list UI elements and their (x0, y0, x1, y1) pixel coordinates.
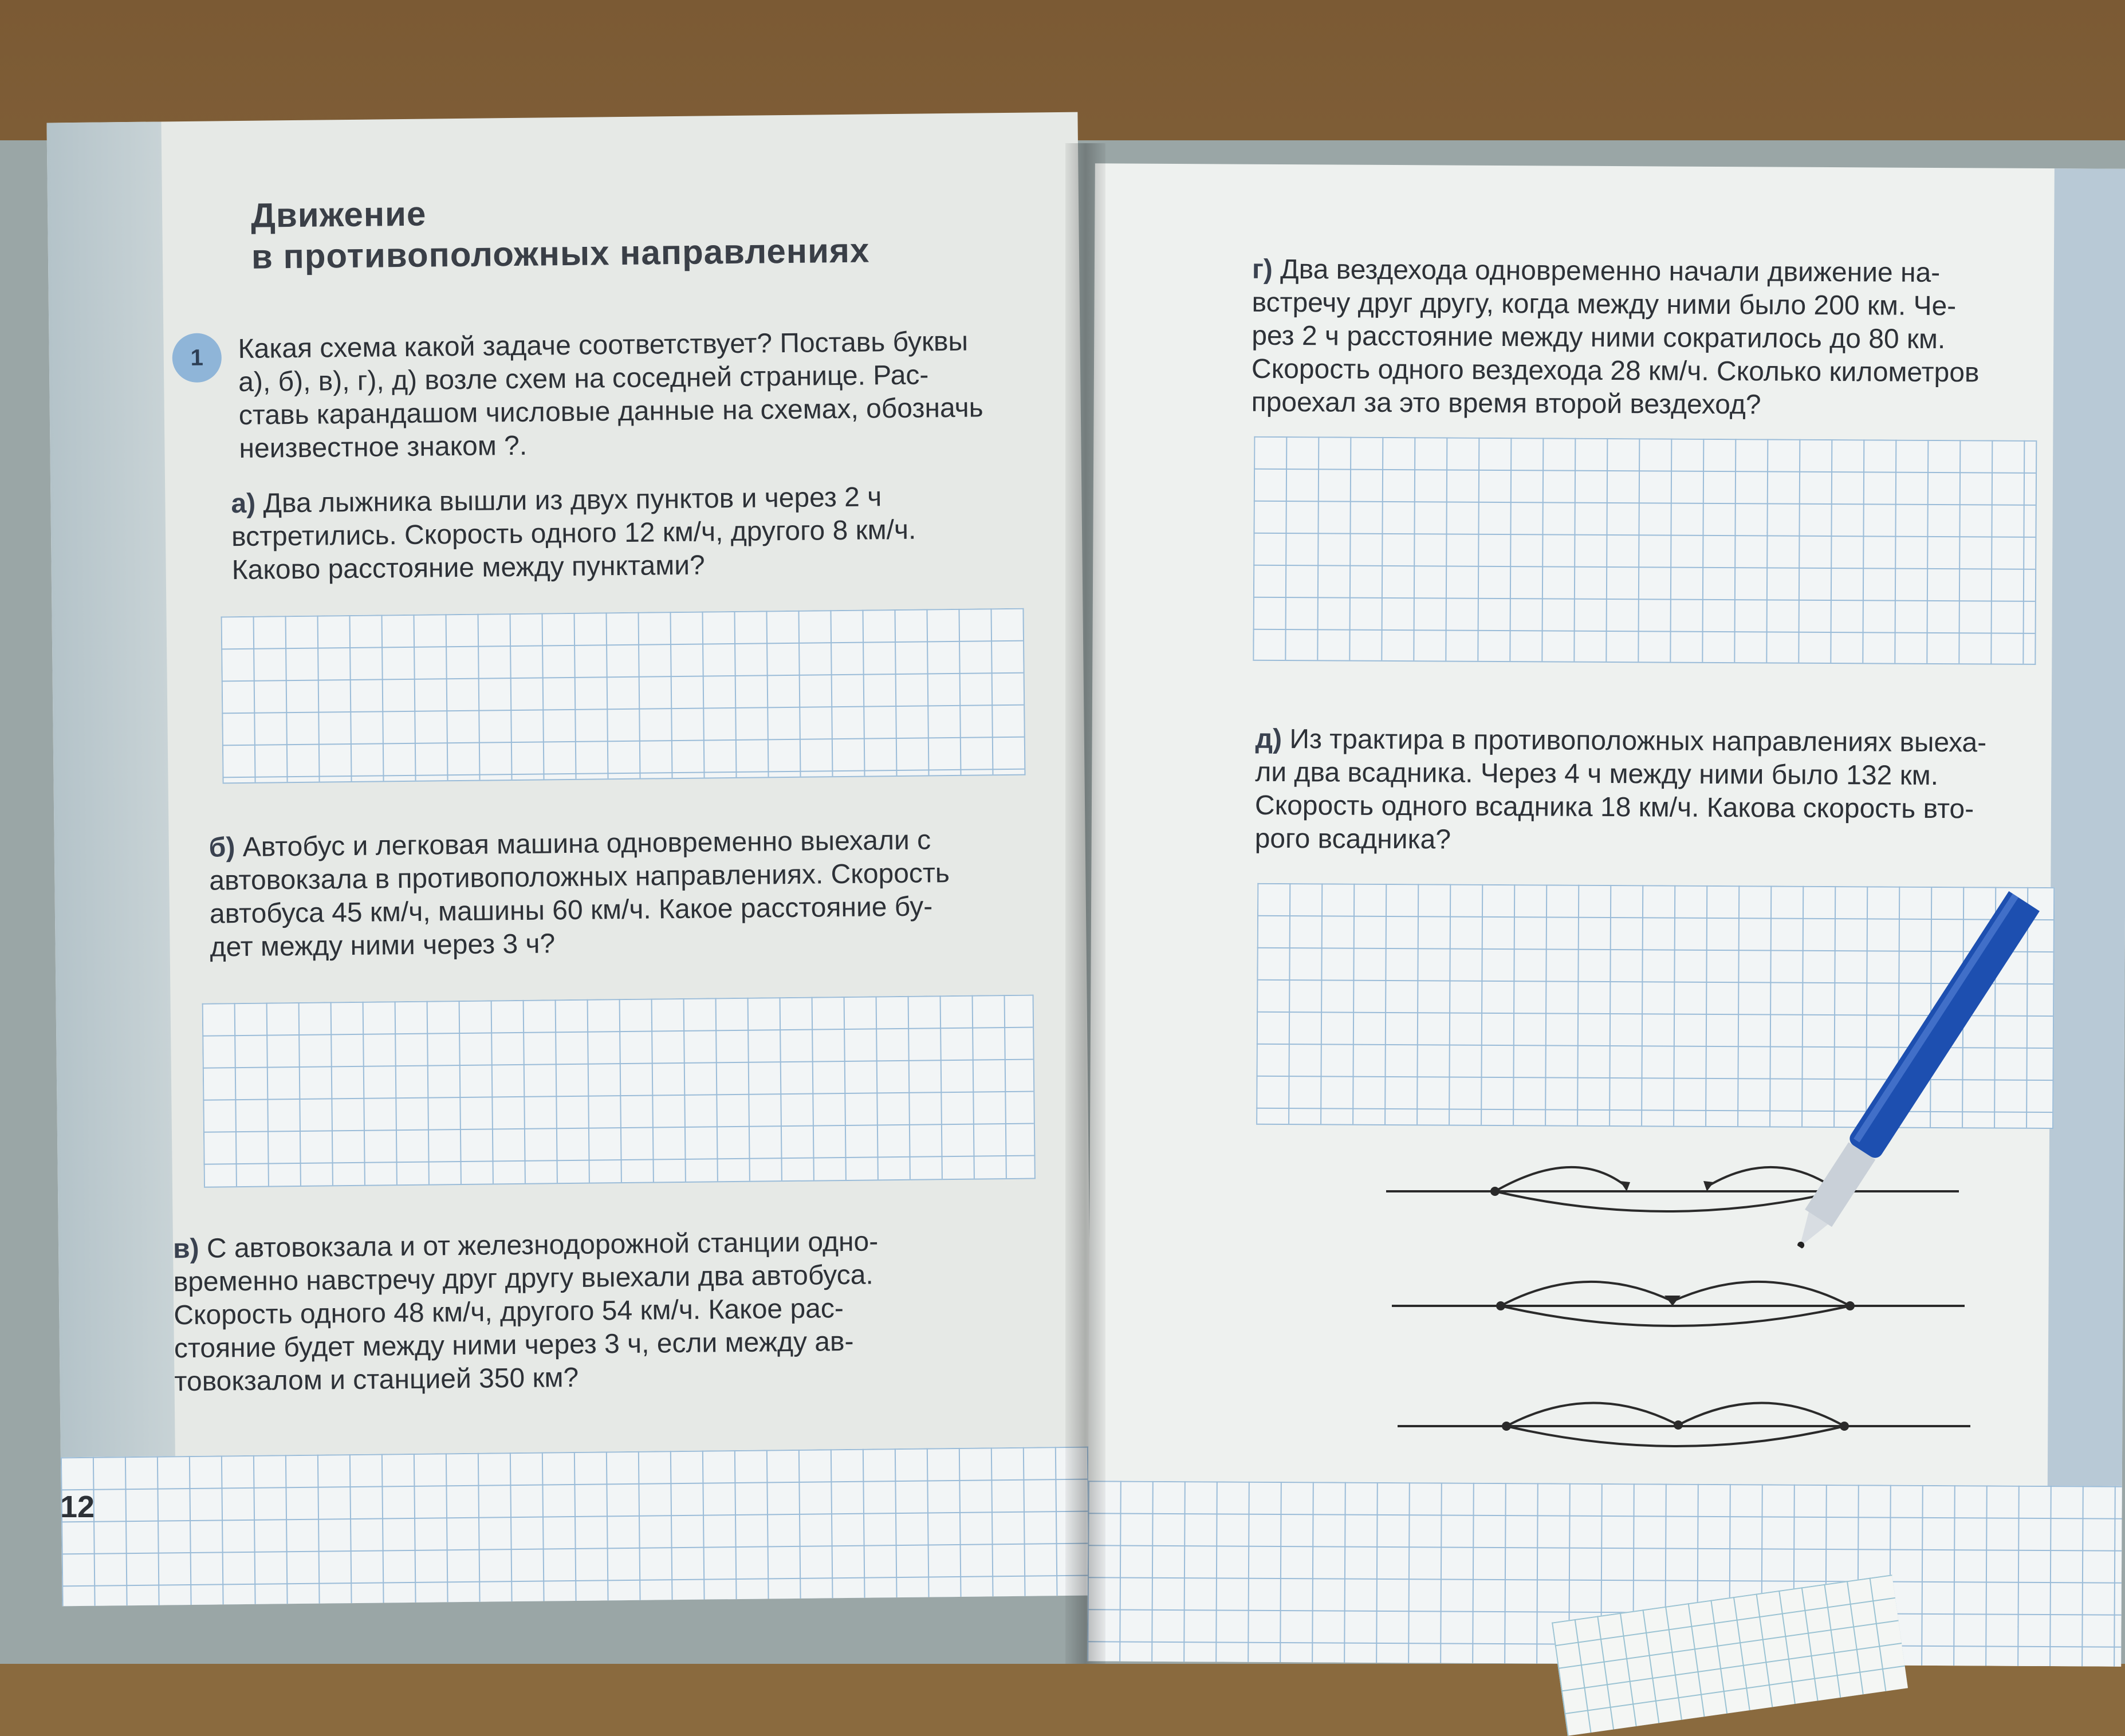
problem-line: ли два всадника. Через 4 ч между ними было 132 км. (1255, 757, 1939, 792)
problem-v (173, 1223, 1045, 1399)
answer-grid-g[interactable] (1253, 436, 2037, 665)
problem-line: Автобус и легковая машина одновременно выехали с (242, 825, 931, 863)
task-intro (238, 324, 1035, 466)
page-title (251, 188, 870, 277)
scheme-arc (1506, 1403, 1678, 1426)
book-spine (1065, 143, 1105, 1664)
problem-line: встречу друг другу, когда между ними было 200 км. Че- (1252, 287, 1957, 322)
problem-line: Из трактира в противоположных направлениях выеха- (1289, 724, 1987, 758)
problem-g (1252, 253, 2014, 423)
page-margin-strip (2047, 168, 2125, 1667)
problem-a (231, 479, 1034, 588)
intro-line: неизвестное знаком ?. (239, 430, 528, 464)
problem-label: в) (172, 1233, 199, 1265)
problem-line: Скорость одного вездехода 28 км/ч. Сколько километров (1251, 353, 1980, 388)
problem-label: а) (231, 488, 256, 519)
intro-line: а), б), в), г), д) возле схем на соседней странице. Рас- (238, 360, 929, 398)
problem-line: Каково расстояние между пунктами? (231, 550, 705, 586)
problem-label: д) (1255, 723, 1282, 755)
scheme-arc (1678, 1403, 1844, 1426)
problem-line: Скорость одного 48 км/ч, другого 54 км/ч. Какое рас- (174, 1293, 844, 1331)
intro-line: Какая схема какой задаче соответствует? Поставь буквы (238, 326, 969, 365)
problem-line: стояние будет между ними через 3 ч, если между ав- (174, 1326, 854, 1364)
problem-line: С автовокзала и от железнодорожной станции одно- (206, 1226, 879, 1264)
page-number: 12 (60, 1490, 95, 1524)
problem-line: временно навстречу друг другу выехали два автобуса. (173, 1259, 874, 1298)
problem-label: г) (1252, 254, 1273, 285)
problem-line: проехал за это время второй вездеход? (1251, 387, 1761, 420)
answer-grid-a[interactable] (221, 608, 1026, 784)
title-line-1: Движение (250, 194, 427, 235)
problem-line: дет между ними через 3 ч? (210, 928, 556, 963)
problem-line: рез 2 ч расстояние между ними сократилось до 80 км. (1252, 320, 1946, 355)
bottom-grid-left[interactable] (61, 1446, 1093, 1606)
left-page (46, 112, 1093, 1607)
intro-line: ставь карандашом числовые данные на схемах, обозначь (238, 392, 983, 431)
problem-line: Два лыжника вышли из двух пунктов и через 2 ч (263, 482, 882, 519)
problem-label: б) (208, 832, 235, 863)
problem-line: рого всадника? (1254, 823, 1451, 855)
problem-line: автовокзала в противоположных направлениях. Скорость (209, 858, 950, 896)
problem-line: Скорость одного всадника 18 км/ч. Какова скорость вто- (1254, 790, 1974, 825)
scheme-arc (1501, 1282, 1673, 1306)
scheme-arc (1506, 1426, 1844, 1446)
scheme-arc (1673, 1282, 1850, 1306)
scheme-arc (1495, 1191, 1839, 1211)
problem-line: Два вездехода одновременно начали движение на- (1280, 254, 1941, 289)
problem-line: встретились. Скорость одного 12 км/ч, другого 8 км/ч. (231, 514, 916, 553)
title-line-2: в противоположных направлениях (251, 231, 870, 276)
task-number-badge: 1 (172, 333, 222, 383)
problem-b (208, 823, 1029, 965)
problem-line: автобуса 45 км/ч, машины 60 км/ч. Какое расстояние бу- (209, 891, 933, 930)
scheme-arc (1495, 1167, 1627, 1191)
scheme-arc (1501, 1306, 1850, 1326)
page-margin-strip (46, 121, 176, 1606)
problem-line: товокзалом и станцией 350 км? (174, 1362, 579, 1398)
problem-d (1255, 723, 2017, 860)
motion-scheme-diagram-icon (1386, 1151, 1982, 1472)
answer-grid-b[interactable] (202, 995, 1036, 1188)
